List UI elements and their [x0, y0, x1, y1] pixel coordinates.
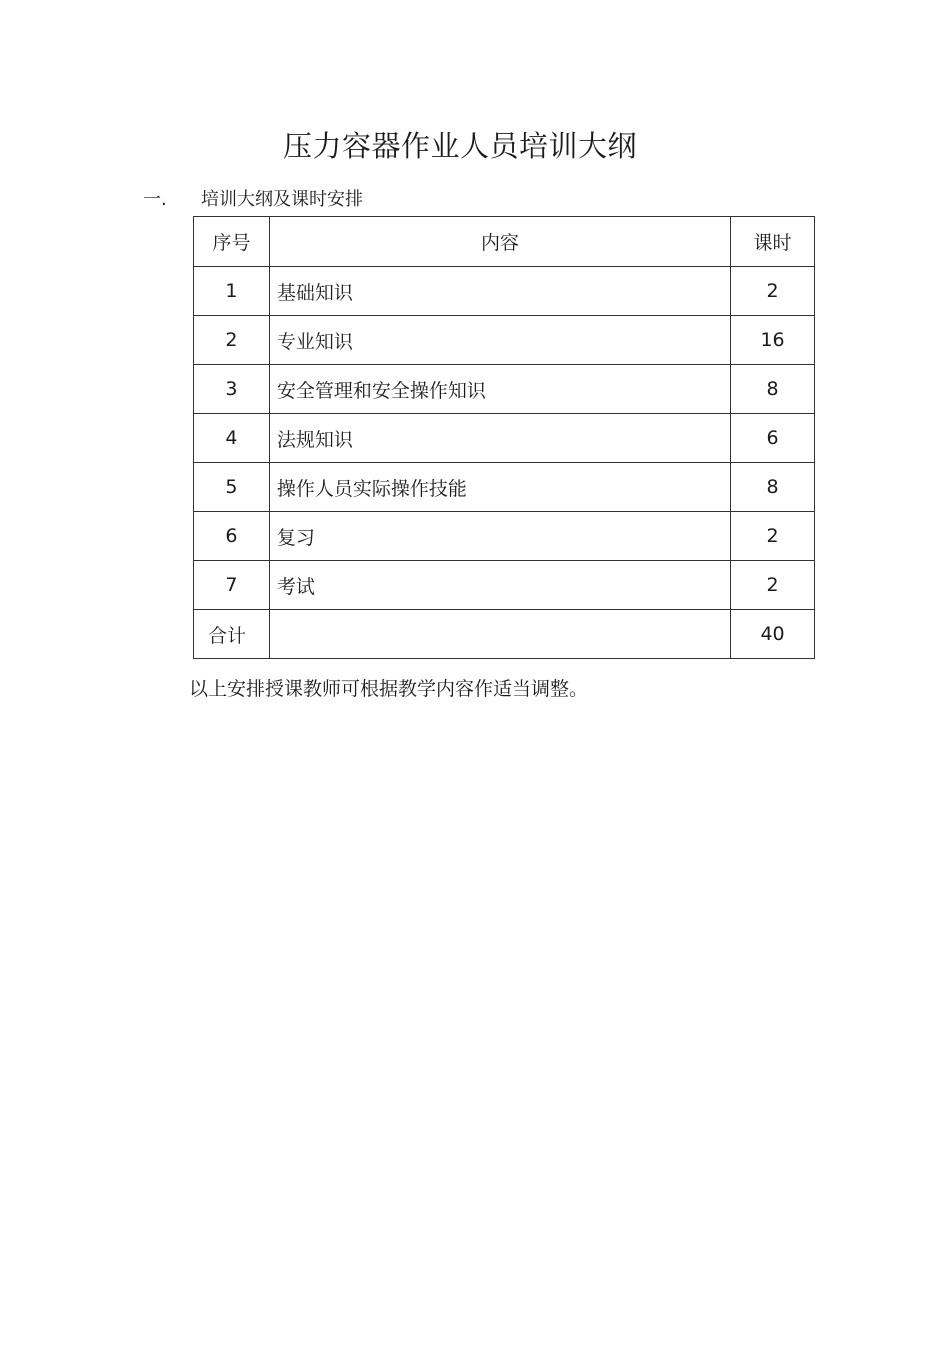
total-label: 合计 — [194, 610, 270, 659]
document-title: 压力容器作业人员培训大纲 — [282, 129, 637, 163]
table-total-row — [194, 610, 815, 659]
row-seq: 5 — [194, 463, 270, 512]
adjustment-note: 以上安排授课教师可根据教学内容作适当调整。 — [189, 678, 589, 700]
row-hours: 2 — [731, 561, 815, 610]
row-content: 复习 — [269, 512, 730, 561]
section-number: 一. — [143, 189, 167, 210]
row-content: 考试 — [269, 561, 730, 610]
row-seq: 1 — [194, 267, 270, 316]
row-seq: 6 — [194, 512, 270, 561]
total-content — [269, 610, 730, 659]
row-content: 安全管理和安全操作知识 — [269, 365, 730, 414]
table-row — [194, 512, 815, 561]
header-hours: 课时 — [731, 217, 815, 267]
table-row — [194, 365, 815, 414]
table-header-row — [194, 217, 815, 267]
table-row — [194, 561, 815, 610]
row-content: 基础知识 — [269, 267, 730, 316]
row-content: 专业知识 — [269, 316, 730, 365]
section-heading — [143, 185, 363, 211]
training-schedule-table — [193, 216, 815, 659]
table-row — [194, 414, 815, 463]
row-hours: 2 — [731, 267, 815, 316]
header-seq: 序号 — [194, 217, 270, 267]
row-hours: 2 — [731, 512, 815, 561]
row-hours: 8 — [731, 365, 815, 414]
row-hours: 6 — [731, 414, 815, 463]
row-seq: 3 — [194, 365, 270, 414]
total-hours: 40 — [731, 610, 815, 659]
row-seq: 4 — [194, 414, 270, 463]
table-row — [194, 463, 815, 512]
row-hours: 8 — [731, 463, 815, 512]
table-row — [194, 267, 815, 316]
table-row — [194, 316, 815, 365]
row-seq: 2 — [194, 316, 270, 365]
row-seq: 7 — [194, 561, 270, 610]
section-heading-text: 培训大纲及课时安排 — [201, 189, 363, 210]
row-content: 法规知识 — [269, 414, 730, 463]
row-hours: 16 — [731, 316, 815, 365]
row-content: 操作人员实际操作技能 — [269, 463, 730, 512]
header-content: 内容 — [269, 217, 730, 267]
